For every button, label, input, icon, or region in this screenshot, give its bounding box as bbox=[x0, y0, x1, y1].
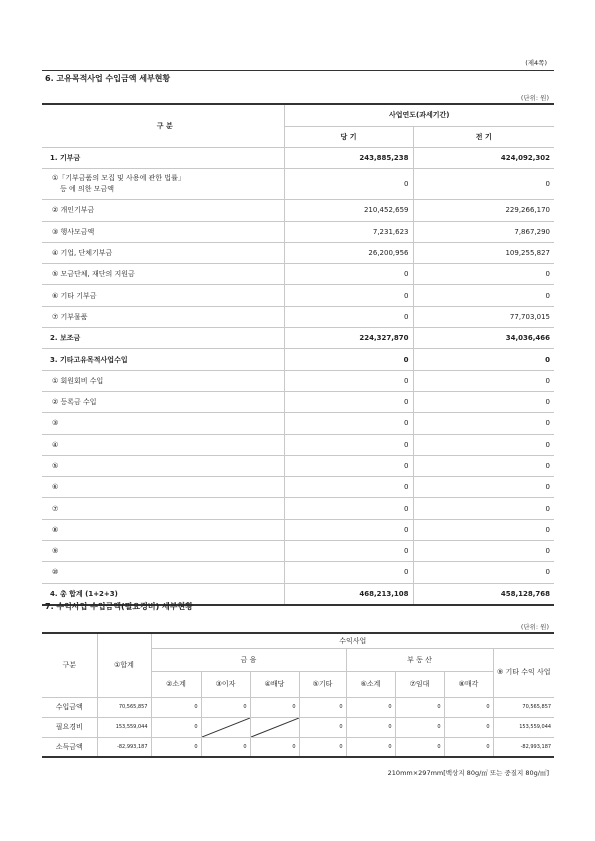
business-row bbox=[42, 717, 554, 737]
row-label: ⑥ bbox=[42, 477, 284, 498]
header-finance: 금 융 bbox=[151, 648, 346, 671]
income-row bbox=[42, 148, 554, 169]
value-current: 0 bbox=[284, 541, 413, 562]
value-previous: 77,703,015 bbox=[413, 306, 554, 327]
value-current: 468,213,108 bbox=[284, 583, 413, 605]
value-current: 0 bbox=[284, 413, 413, 434]
income-detail-table bbox=[42, 103, 554, 606]
value-cell: 0 bbox=[250, 737, 299, 757]
value-cell: -82,993,187 bbox=[97, 737, 151, 757]
value-previous: 7,867,290 bbox=[413, 221, 554, 242]
header-business: 수익사업 bbox=[151, 633, 554, 648]
value-cell: 0 bbox=[444, 737, 493, 757]
value-cell: 0 bbox=[151, 717, 201, 737]
value-previous: 458,128,768 bbox=[413, 583, 554, 605]
income-row bbox=[42, 169, 554, 200]
value-cell: 0 bbox=[201, 737, 250, 757]
value-previous: 0 bbox=[413, 477, 554, 498]
income-row bbox=[42, 413, 554, 434]
value-previous: 0 bbox=[413, 434, 554, 455]
value-cell: 0 bbox=[444, 717, 493, 737]
value-previous: 0 bbox=[413, 349, 554, 370]
header-col: ②소계 bbox=[151, 671, 201, 697]
value-current: 224,327,870 bbox=[284, 328, 413, 349]
value-current: 0 bbox=[284, 370, 413, 391]
section7-title: 7. 수익사업 수입금액(필요경비) 세부현황 bbox=[45, 602, 193, 611]
value-previous: 0 bbox=[413, 541, 554, 562]
row-label: ⑤ 모금단체, 재단의 지원금 bbox=[42, 264, 284, 285]
value-previous: 0 bbox=[413, 264, 554, 285]
value-cell: 0 bbox=[250, 697, 299, 717]
value-current: 0 bbox=[284, 169, 413, 200]
row-label: ③ bbox=[42, 413, 284, 434]
income-row bbox=[42, 242, 554, 263]
row-label: ③ 행사모금액 bbox=[42, 221, 284, 242]
row-label: 2. 보조금 bbox=[42, 328, 284, 349]
value-previous: 424,092,302 bbox=[413, 148, 554, 169]
value-cell: 153,559,044 bbox=[493, 717, 554, 737]
income-row bbox=[42, 349, 554, 370]
header-col: ④배당 bbox=[250, 671, 299, 697]
value-current: 0 bbox=[284, 306, 413, 327]
value-previous: 0 bbox=[413, 285, 554, 306]
value-cell: 153,559,044 bbox=[97, 717, 151, 737]
income-row bbox=[42, 562, 554, 583]
value-current: 0 bbox=[284, 562, 413, 583]
row-label: ⑨ bbox=[42, 541, 284, 562]
value-cell: 0 bbox=[395, 697, 444, 717]
income-row bbox=[42, 370, 554, 391]
value-current: 243,885,238 bbox=[284, 148, 413, 169]
row-label: ⑥ 기타 기부금 bbox=[42, 285, 284, 306]
top-rule bbox=[42, 70, 554, 71]
income-row bbox=[42, 498, 554, 519]
section6-unit: (단위: 원) bbox=[520, 94, 549, 102]
income-row bbox=[42, 519, 554, 540]
value-current: 0 bbox=[284, 455, 413, 476]
row-label: ② 등록금 수입 bbox=[42, 391, 284, 412]
header-realestate: 부 동 산 bbox=[346, 648, 493, 671]
section6-title: 6. 고유목적사업 수입금액 세부현황 bbox=[45, 74, 171, 83]
income-row bbox=[42, 455, 554, 476]
value-cell: 0 bbox=[395, 717, 444, 737]
row-label: ⑤ bbox=[42, 455, 284, 476]
row-label: 3. 기타고유목적사업수입 bbox=[42, 349, 284, 370]
value-previous: 0 bbox=[413, 519, 554, 540]
value-previous: 0 bbox=[413, 562, 554, 583]
business-row bbox=[42, 697, 554, 717]
header-col: ⑦임대 bbox=[395, 671, 444, 697]
header-col: ⑥소계 bbox=[346, 671, 395, 697]
value-cell: 0 bbox=[151, 697, 201, 717]
income-row bbox=[42, 306, 554, 327]
header-col: ③이자 bbox=[201, 671, 250, 697]
income-row bbox=[42, 477, 554, 498]
income-rows bbox=[42, 148, 554, 605]
header-col: ⑤기타 bbox=[299, 671, 346, 697]
value-cell: 0 bbox=[299, 737, 346, 757]
row-label: ①「기부금품의 모집 및 사용에 관한 법률」 등 에 의한 모금액 bbox=[42, 169, 284, 200]
value-cell: -82,993,187 bbox=[493, 737, 554, 757]
header-category: 구 분 bbox=[42, 104, 284, 148]
header-previous: 전 기 bbox=[413, 126, 554, 148]
value-cell: 0 bbox=[201, 697, 250, 717]
value-cell: 0 bbox=[395, 737, 444, 757]
row-label: ⑦ bbox=[42, 498, 284, 519]
value-cell: 0 bbox=[444, 697, 493, 717]
header-other: ⑨ 기타 수익 사업 bbox=[493, 648, 554, 697]
paper-spec-footer: 210mm×297mm[백상지 80g/㎡ 또는 중질지 80g/㎡] bbox=[387, 769, 549, 777]
value-cell: 70,565,857 bbox=[97, 697, 151, 717]
form-page-number: (제4쪽) bbox=[525, 59, 547, 67]
crossed-cell bbox=[250, 717, 299, 737]
value-current: 0 bbox=[284, 519, 413, 540]
value-current: 210,452,659 bbox=[284, 200, 413, 221]
value-previous: 0 bbox=[413, 455, 554, 476]
row-label: ④ 기업, 단체기부금 bbox=[42, 242, 284, 263]
value-previous: 0 bbox=[413, 391, 554, 412]
value-current: 0 bbox=[284, 434, 413, 455]
value-cell: 0 bbox=[299, 717, 346, 737]
value-previous: 109,255,827 bbox=[413, 242, 554, 263]
income-row bbox=[42, 434, 554, 455]
header-total: ①합계 bbox=[97, 633, 151, 697]
row-label: ① 회원회비 수입 bbox=[42, 370, 284, 391]
row-label: ④ bbox=[42, 434, 284, 455]
row-label: 4. 총 합계 (1+2+3) bbox=[42, 583, 284, 605]
header-col: ⑧매각 bbox=[444, 671, 493, 697]
crossed-cell bbox=[201, 717, 250, 737]
row-label: 수입금액 bbox=[42, 697, 97, 717]
value-previous: 229,266,170 bbox=[413, 200, 554, 221]
row-label: 소득금액 bbox=[42, 737, 97, 757]
business-row bbox=[42, 737, 554, 757]
row-label: 필요경비 bbox=[42, 717, 97, 737]
value-current: 0 bbox=[284, 264, 413, 285]
value-previous: 0 bbox=[413, 498, 554, 519]
value-current: 0 bbox=[284, 285, 413, 306]
business-rows bbox=[42, 697, 554, 757]
business-income-table bbox=[42, 632, 554, 758]
value-cell: 0 bbox=[299, 697, 346, 717]
value-previous: 34,036,466 bbox=[413, 328, 554, 349]
header-period: 사업연도(과세기간) bbox=[284, 104, 554, 126]
value-current: 0 bbox=[284, 498, 413, 519]
value-cell: 0 bbox=[346, 697, 395, 717]
header-category: 구분 bbox=[42, 633, 97, 697]
value-current: 7,231,623 bbox=[284, 221, 413, 242]
value-previous: 0 bbox=[413, 413, 554, 434]
income-row bbox=[42, 285, 554, 306]
row-label: ⑧ bbox=[42, 519, 284, 540]
income-row bbox=[42, 328, 554, 349]
value-current: 0 bbox=[284, 477, 413, 498]
row-label: ⑦ 기부물품 bbox=[42, 306, 284, 327]
income-row bbox=[42, 541, 554, 562]
value-cell: 0 bbox=[346, 717, 395, 737]
value-current: 0 bbox=[284, 391, 413, 412]
row-label: ⑩ bbox=[42, 562, 284, 583]
section7-unit: (단위: 원) bbox=[520, 623, 549, 631]
income-row bbox=[42, 200, 554, 221]
value-cell: 70,565,857 bbox=[493, 697, 554, 717]
value-previous: 0 bbox=[413, 370, 554, 391]
income-row bbox=[42, 264, 554, 285]
row-label: ② 개인기부금 bbox=[42, 200, 284, 221]
value-current: 0 bbox=[284, 349, 413, 370]
header-current: 당 기 bbox=[284, 126, 413, 148]
income-row bbox=[42, 221, 554, 242]
value-cell: 0 bbox=[151, 737, 201, 757]
income-row bbox=[42, 391, 554, 412]
value-cell: 0 bbox=[346, 737, 395, 757]
row-label: 1. 기부금 bbox=[42, 148, 284, 169]
value-current: 26,200,956 bbox=[284, 242, 413, 263]
value-previous: 0 bbox=[413, 169, 554, 200]
